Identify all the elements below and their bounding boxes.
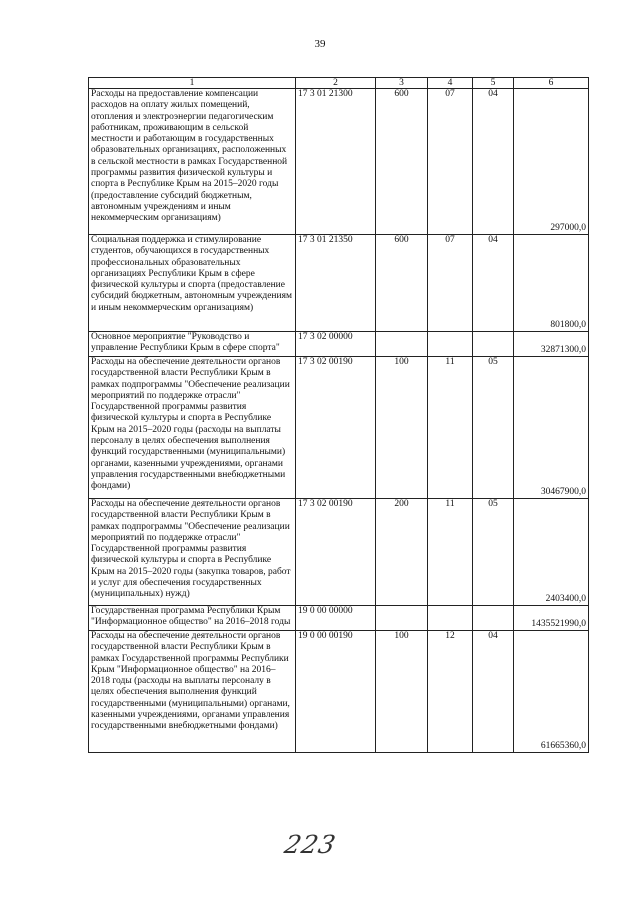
row-code: 17 3 02 00000 <box>296 332 376 357</box>
row-description: Государственная программа Республики Крым "Информационное общество" на 2016–2018 годы <box>89 606 296 631</box>
row-amount: 297000,0 <box>514 89 589 235</box>
row-amount: 61665360,0 <box>514 631 589 753</box>
row-col5: 04 <box>473 235 514 332</box>
row-col3: 100 <box>376 631 428 753</box>
row-code: 17 3 02 00190 <box>296 357 376 499</box>
table-row <box>89 357 589 499</box>
row-col3: 100 <box>376 357 428 499</box>
row-col3: 600 <box>376 235 428 332</box>
row-col3: 600 <box>376 89 428 235</box>
column-header: 3 <box>376 78 428 89</box>
row-col4: 12 <box>428 631 473 753</box>
column-header: 5 <box>473 78 514 89</box>
column-header: 1 <box>89 78 296 89</box>
row-col3: 200 <box>376 499 428 606</box>
row-col5: 04 <box>473 89 514 235</box>
row-description: Расходы на обеспечение деятельности органов государственной власти Республики Крым в рамках подпрограммы "Обеспечение реализации мероприятий по поддержке отрасли" Государственной программы развития физической культуры и спорта в Республике Крым на 2015–2020 годы (расходы на выплаты персоналу в целях обеспечения выполнения функций государственными (муниципальными) органами, казенными учреждениями, органами управления государственными внебюджетными фондами) <box>89 357 296 499</box>
row-col5: 05 <box>473 357 514 499</box>
table-row <box>89 235 589 332</box>
row-col3 <box>376 332 428 357</box>
row-code: 19 0 00 00190 <box>296 631 376 753</box>
row-col3 <box>376 606 428 631</box>
row-amount: 2403400,0 <box>514 499 589 606</box>
row-col5: 04 <box>473 631 514 753</box>
budget-table <box>88 77 589 753</box>
row-code: 17 3 02 00190 <box>296 499 376 606</box>
row-col4: 07 <box>428 89 473 235</box>
row-col4 <box>428 606 473 631</box>
column-header: 2 <box>296 78 376 89</box>
row-col4 <box>428 332 473 357</box>
table-row <box>89 606 589 631</box>
row-description: Расходы на обеспечение деятельности органов государственной власти Республики Крым в рамках Государственной программы Республики Крым "Информационное общество" на 2016–2018 годы (расходы на выплаты персоналу в целях обеспечения выполнения функций государственными (муниципальными) органами, казенными учреждениями, органами управления государственными внебюджетными фондами) <box>89 631 296 753</box>
table-row <box>89 332 589 357</box>
table-row <box>89 499 589 606</box>
row-code: 17 3 01 21300 <box>296 89 376 235</box>
row-code: 17 3 01 21350 <box>296 235 376 332</box>
row-amount: 32871300,0 <box>514 332 589 357</box>
row-col5: 05 <box>473 499 514 606</box>
column-header: 4 <box>428 78 473 89</box>
row-amount: 801800,0 <box>514 235 589 332</box>
row-description: Расходы на обеспечение деятельности органов государственной власти Республики Крым в рамках подпрограммы "Обеспечение реализации мероприятий по поддержке отрасли" Государственной программы развития физической культуры и спорта в Республике Крым на 2015–2020 годы (закупка товаров, работ и услуг для обеспечения государственных (муниципальных) нужд) <box>89 499 296 606</box>
row-col5 <box>473 606 514 631</box>
table-row <box>89 89 589 235</box>
row-col4: 11 <box>428 499 473 606</box>
row-amount: 1435521990,0 <box>514 606 589 631</box>
row-description: Расходы на предоставление компенсации расходов на оплату жилых помещений, отопления и электроэнергии педагогическим работникам, проживающим в сельской местности и работающим в государственных образовательных организациях, расположенных в сельской местности в рамках Государственной программы развития физической культуры и спорта в Республике Крым на 2015–2020 годы (предоставление субсидий бюджетным, автономным учреждениям и иным некоммерческим организациям) <box>89 89 296 235</box>
column-header: 6 <box>514 78 589 89</box>
handwritten-page-number: 223 <box>281 830 339 859</box>
table-row <box>89 631 589 753</box>
row-col4: 07 <box>428 235 473 332</box>
page-number: 39 <box>314 38 326 50</box>
row-description: Социальная поддержка и стимулирование студентов, обучающихся в государственных профессиональных образовательных организациях Республики Крым в сфере физической культуры и спорта (предоставление субсидий бюджетным, автономным учреждениям и иным некоммерческим организациям) <box>89 235 296 332</box>
table-header-row <box>89 78 589 89</box>
row-code: 19 0 00 00000 <box>296 606 376 631</box>
row-col5 <box>473 332 514 357</box>
row-description: Основное мероприятие "Руководство и управление Республики Крым в сфере спорта" <box>89 332 296 357</box>
row-col4: 11 <box>428 357 473 499</box>
row-amount: 30467900,0 <box>514 357 589 499</box>
